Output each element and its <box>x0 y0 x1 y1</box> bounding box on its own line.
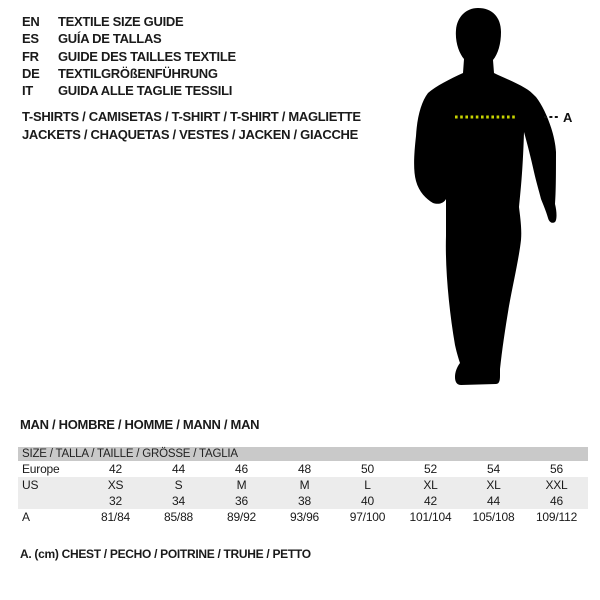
table-cell: L <box>364 478 371 492</box>
table-cell: 56 <box>550 462 563 476</box>
table-row-chest-a <box>18 509 588 525</box>
category-line-jackets: JACKETS / CHAQUETAS / VESTES / JACKEN / GIACCHE <box>22 126 358 142</box>
table-cell: 101/104 <box>409 510 452 524</box>
table-cell: S <box>174 478 183 492</box>
language-list <box>22 13 236 99</box>
language-row <box>22 82 236 99</box>
language-row <box>22 48 236 65</box>
man-silhouette-shape <box>414 8 556 385</box>
table-cell: 46 <box>550 494 563 508</box>
table-cell: 36 <box>235 494 248 508</box>
table-cell: 105/108 <box>472 510 515 524</box>
language-label: TEXTILGRÖßENFÜHRUNG <box>58 65 218 81</box>
language-code: EN <box>22 14 40 29</box>
table-row-numeric <box>18 493 588 509</box>
table-cell: 109/112 <box>535 510 578 524</box>
table-cell: XL <box>486 478 501 492</box>
man-silhouette-figure <box>400 0 600 400</box>
table-cell: XS <box>107 478 124 492</box>
table-cell: 81/84 <box>100 510 131 524</box>
category-lines <box>22 108 361 143</box>
table-cell: M <box>299 478 310 492</box>
language-label: GUIDE DES TAILLES TEXTILE <box>58 48 236 64</box>
table-cell: 38 <box>298 494 311 508</box>
language-label: TEXTILE SIZE GUIDE <box>58 14 184 29</box>
table-row-us <box>18 477 588 493</box>
row-label <box>18 493 84 509</box>
table-cell: 50 <box>361 462 374 476</box>
table-cell: 42 <box>424 494 437 508</box>
table-cell: 42 <box>109 462 122 476</box>
table-cell: 34 <box>172 494 185 508</box>
table-cell: M <box>236 478 247 492</box>
language-row <box>22 65 236 82</box>
row-label: A <box>22 510 30 524</box>
table-cell: XXL <box>545 478 568 492</box>
language-label: GUIDA ALLE TAGLIE TESSILI <box>58 83 233 99</box>
language-row <box>22 13 236 30</box>
size-table-header: SIZE / TALLA / TAILLE / GRÖSSE / TAGLIA <box>18 447 588 461</box>
table-cell: 44 <box>487 494 500 508</box>
man-silhouette <box>400 0 600 400</box>
measure-label-a: A <box>563 110 573 125</box>
size-table <box>18 447 588 525</box>
table-cell: 93/96 <box>289 510 320 524</box>
language-code: DE <box>22 65 40 81</box>
language-code: ES <box>22 31 39 47</box>
measurement-footnote: A. (cm) CHEST / PECHO / POITRINE / TRUHE / PETTO <box>20 547 311 561</box>
table-cell: 48 <box>298 462 311 476</box>
language-label: GUÍA DE TALLAS <box>58 31 162 47</box>
table-cell: 85/88 <box>163 510 194 524</box>
language-row <box>22 30 236 47</box>
table-cell: 52 <box>424 462 437 476</box>
language-code: IT <box>22 83 33 99</box>
table-cell: 44 <box>172 462 185 476</box>
row-label: US <box>22 478 39 492</box>
table-row-europe <box>18 461 588 477</box>
table-cell: XL <box>423 478 438 492</box>
category-line-tshirts: T-SHIRTS / CAMISETAS / T-SHIRT / T-SHIRT / MAGLIETTE <box>22 109 361 124</box>
table-cell: 54 <box>487 462 500 476</box>
row-label: Europe <box>22 462 60 476</box>
section-title-man: MAN / HOMBRE / HOMME / MANN / MAN <box>20 417 260 432</box>
table-cell: 46 <box>235 462 248 476</box>
language-code: FR <box>22 48 39 64</box>
table-cell: 97/100 <box>349 510 386 524</box>
table-cell: 89/92 <box>226 510 257 524</box>
table-cell: 32 <box>109 494 122 508</box>
table-cell: 40 <box>361 494 374 508</box>
